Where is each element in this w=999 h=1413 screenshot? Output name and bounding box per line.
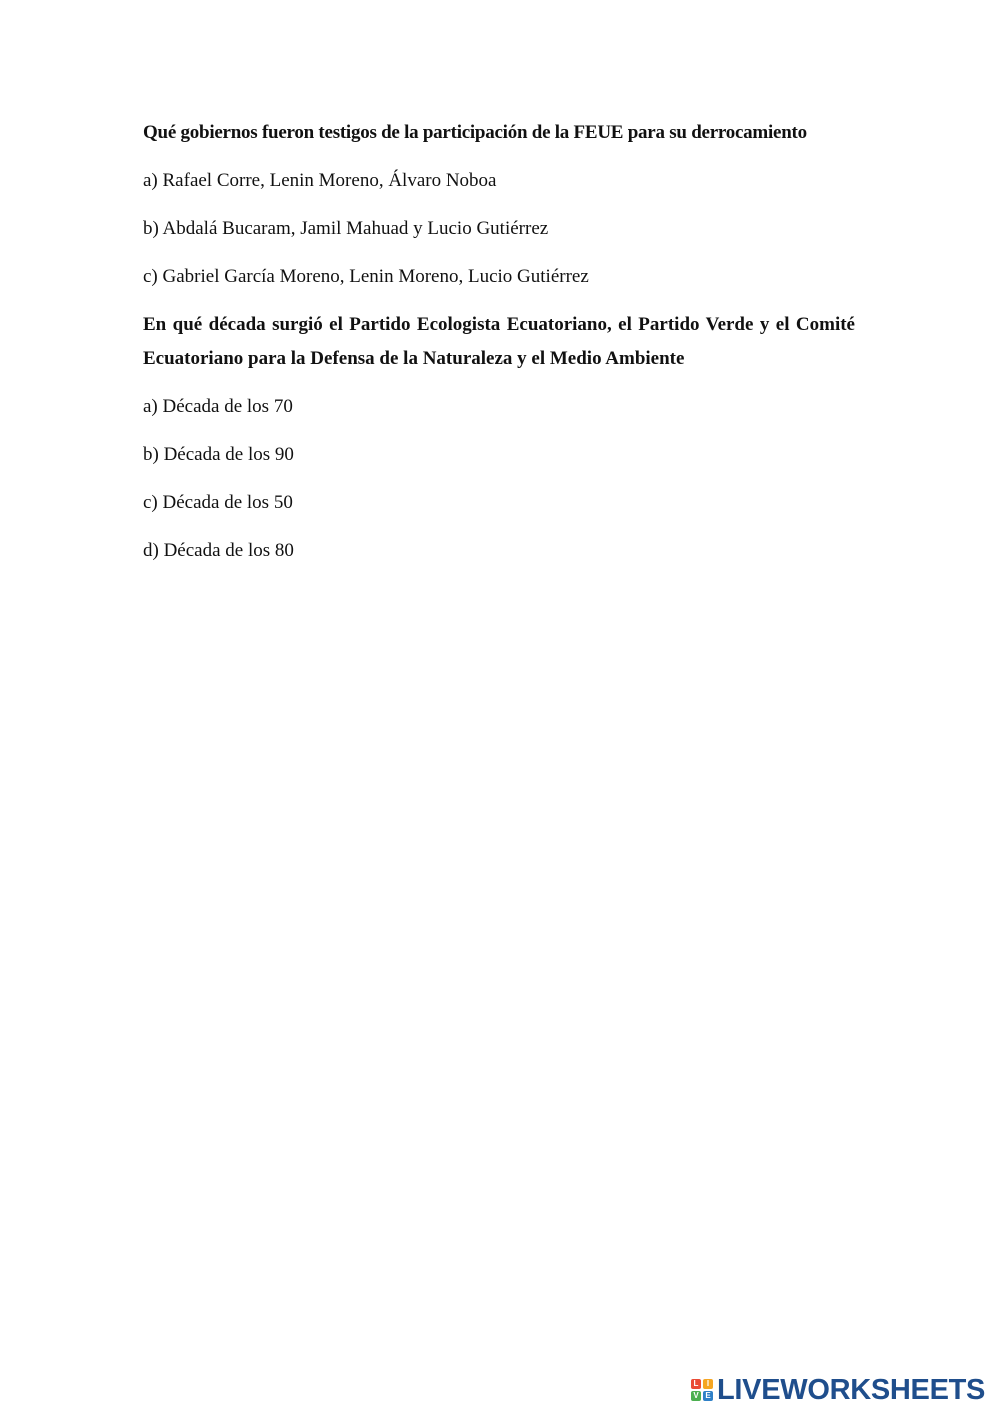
logo-mark-i: I: [703, 1379, 713, 1389]
question-1-text: Qué gobiernos fueron testigos de la participación de la FEUE para su derrocamiento: [143, 122, 807, 143]
question-2-option-d[interactable]: d) Década de los 80: [143, 540, 294, 561]
liveworksheets-logo: [691, 1373, 985, 1407]
question-2-option-c[interactable]: c) Década de los 50: [143, 492, 293, 513]
question-2-option-a[interactable]: a) Década de los 70: [143, 396, 293, 417]
question-2-text: En qué década surgió el Partido Ecologista Ecuatoriano, el Partido Verde y el Comité Ecuatoriano para la Defensa de la Naturaleza y el Medio Ambiente: [143, 314, 855, 369]
logo-mark-v: V: [691, 1391, 701, 1401]
liveworksheets-logo-text: LIVEWORKSHEETS: [717, 1374, 986, 1406]
liveworksheets-logo-icon: [691, 1379, 713, 1401]
question-2-option-b[interactable]: b) Década de los 90: [143, 444, 294, 465]
question-1-option-a[interactable]: a) Rafael Corre, Lenin Moreno, Álvaro Noboa: [143, 170, 497, 191]
question-1-option-c[interactable]: c) Gabriel García Moreno, Lenin Moreno, Lucio Gutiérrez: [143, 266, 589, 287]
worksheet-content: [143, 116, 855, 582]
logo-mark-e: E: [703, 1391, 713, 1401]
logo-mark-l: L: [691, 1379, 701, 1389]
question-1-option-b[interactable]: b) Abdalá Bucaram, Jamil Mahuad y Lucio Gutiérrez: [143, 218, 549, 239]
